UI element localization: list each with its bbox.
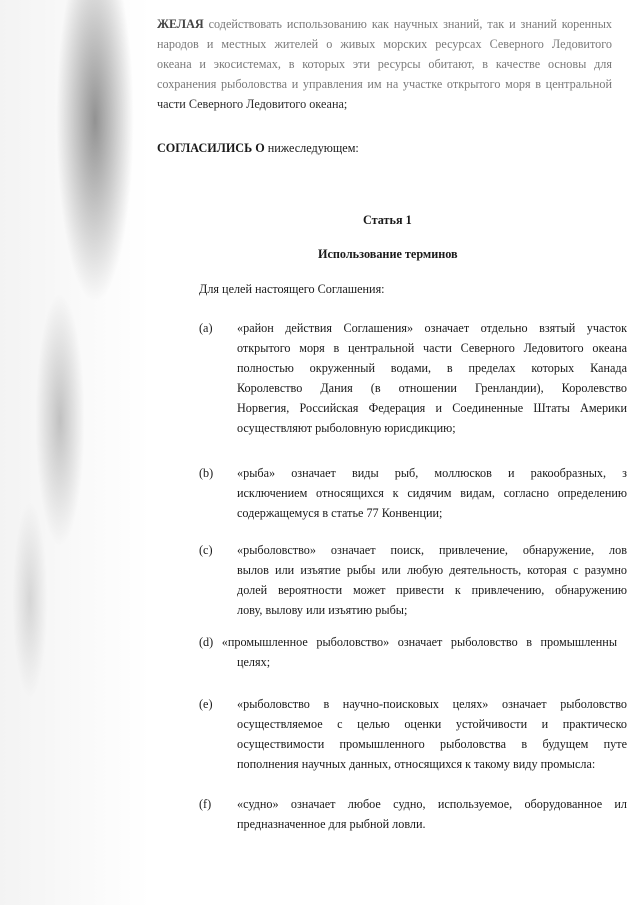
preamble-paragraph — [157, 14, 612, 114]
preamble-line: части Северного Ледовитого океана; — [157, 97, 348, 111]
item-text: «рыболовство» означает поиск, привлечение, обнаружение, лов вылов или изъятие рыбы или любую деятельность, которая с разумно долей вероятности может привести к привлечению, обнаружению лову, вылову или изъятию рыбы; — [237, 543, 627, 617]
item-label: (f) — [199, 797, 212, 811]
item-text: «промышленное рыболовство» означает рыболовство в промышленны — [221, 635, 617, 649]
item-d — [199, 632, 617, 672]
item-text: «рыболовство в научно-поисковых целях» означает рыболовство осуществляемое с целью оценки устойчивости и практическо осуществимости промышленного рыболовства в будущем путе пополнения научных данных, относящихся к такому виду промысла: — [237, 697, 627, 771]
intro-line: Для целей настоящего Соглашения: — [199, 282, 385, 296]
article-title: Использование терминов — [318, 247, 458, 261]
agreed-line — [157, 141, 359, 156]
item-label: (e) — [199, 697, 213, 711]
preamble-line: океана и экосистемах, в которых эти ресурсы обитают, в качестве основы для — [157, 57, 612, 71]
scan-shadow — [0, 0, 140, 700]
item-label: (a) — [199, 321, 213, 335]
article-number: Статья 1 — [363, 213, 412, 227]
item-label: (c) — [199, 543, 213, 557]
agreed-rest: нижеследующем: — [264, 141, 359, 155]
preamble-line: ЖЕЛАЯ содействовать использованию как научных знаний, так и знаний коренных — [157, 17, 612, 31]
item-text: «район действия Соглашения» означает отдельно взятый участок открытого моря в центральной части Северного Ледовитого океана полностью окруженный водами, в пределах которых Канада Королевство Дания (в отношении Гренландии), Королевство Норвегия, Российская Федерация и Соединенные Штаты Америки осуществляют рыболовную юрисдикцию; — [237, 321, 627, 435]
item-text: целях; — [237, 655, 271, 669]
item-text: «рыба» означает виды рыб, моллюсков и ракообразных, з исключением относящихся к сидячим видам, согласно определению содержащемуся в статье 77 Конвенции; — [237, 466, 627, 520]
item-label: (b) — [199, 466, 214, 480]
item-label: (d) — [199, 635, 214, 649]
preamble-line: сохранения рыболовства и управления им на участке открытого моря в центральной — [157, 77, 612, 91]
agreed-bold: СОГЛАСИЛИСЬ О — [157, 141, 265, 155]
preamble-lead-word: ЖЕЛАЯ — [157, 17, 204, 31]
item-text: «судно» означает любое судно, используемое, оборудованное ил предназначенное для рыбной ловли. — [237, 797, 627, 831]
preamble-line: народов и местных жителей о живых морских ресурсах Северного Ледовитого — [157, 37, 612, 51]
